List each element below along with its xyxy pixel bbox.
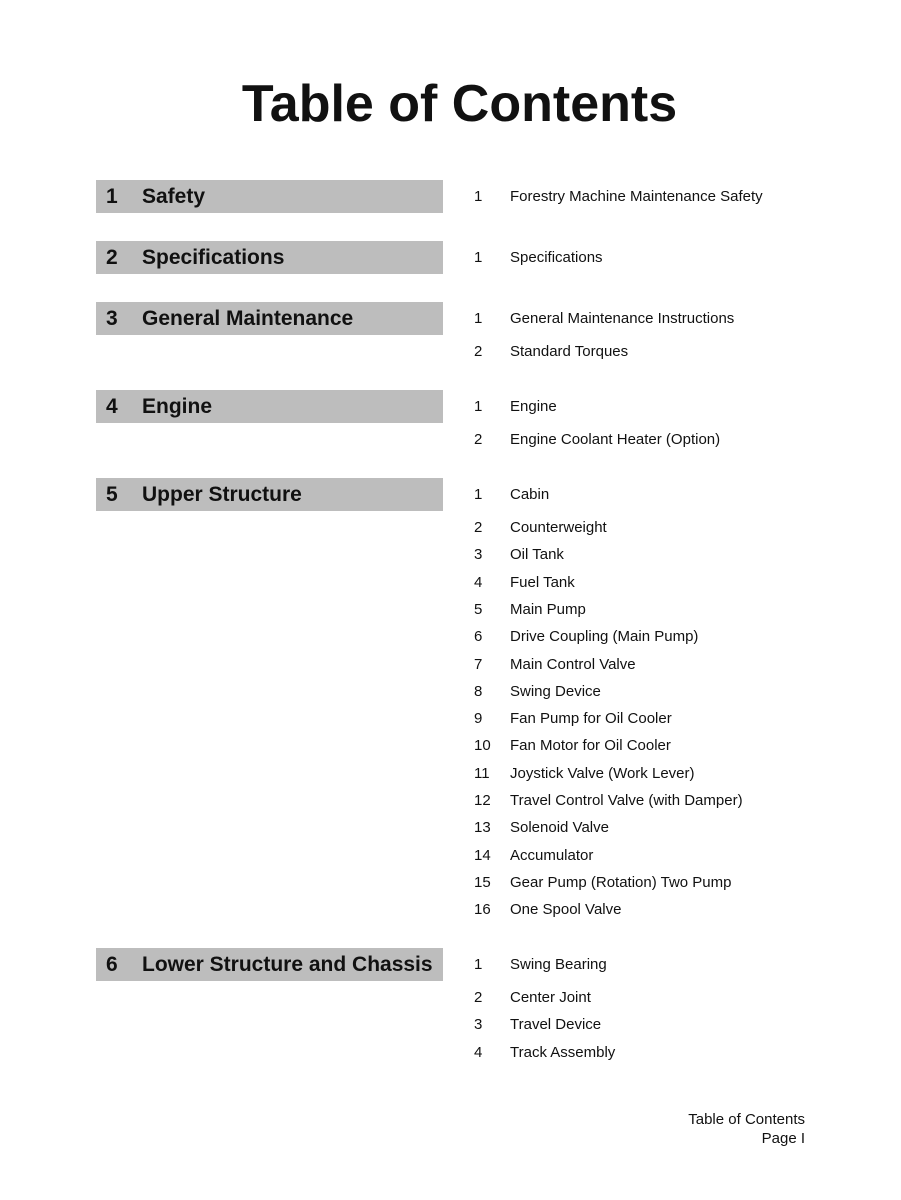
- entry-label: Gear Pump (Rotation) Two Pump: [510, 873, 732, 891]
- entry-number: 3: [474, 1016, 483, 1034]
- entry-number: 2: [474, 431, 483, 448]
- entry-number: 1: [474, 188, 483, 205]
- entry-label: Main Pump: [510, 600, 586, 618]
- entry-number: 13: [474, 819, 491, 837]
- entry-number: 4: [474, 573, 483, 591]
- entry-label: One Spool Valve: [510, 901, 622, 919]
- entry-label: Accumulator: [510, 846, 594, 864]
- entry-label: Standard Torques: [510, 343, 629, 360]
- entry-number: 1: [474, 310, 483, 327]
- section-title: Safety: [142, 184, 206, 208]
- section-heading[interactable]: [96, 180, 443, 213]
- entry-label: Swing Bearing: [510, 956, 607, 973]
- entry-number: 7: [474, 655, 483, 673]
- page-footer: [688, 1110, 805, 1148]
- section-number: 4: [106, 394, 118, 418]
- entry-label: Counterweight: [510, 519, 607, 536]
- entry-label: Engine Coolant Heater (Option): [510, 431, 721, 448]
- page-title: Table of Contents: [241, 75, 678, 133]
- entry-label: Engine: [510, 398, 557, 415]
- entry-number: 3: [474, 546, 483, 564]
- section-title: Specifications: [142, 245, 285, 269]
- entry-label: Swing Device: [510, 682, 601, 700]
- entry-label: Solenoid Valve: [510, 819, 609, 837]
- section-heading[interactable]: [96, 478, 443, 511]
- entry-number: 2: [474, 343, 483, 360]
- entry-number: 2: [474, 519, 483, 536]
- section-heading[interactable]: [96, 390, 443, 423]
- entry-label: Joystick Valve (Work Lever): [510, 764, 695, 782]
- entry-label: Fan Motor for Oil Cooler: [510, 737, 671, 755]
- entry-label: Travel Device: [510, 1016, 602, 1034]
- section-heading[interactable]: [96, 241, 443, 274]
- section-number: 6: [106, 952, 118, 976]
- section-title: Upper Structure: [142, 482, 302, 506]
- entry-number: 11: [474, 764, 490, 782]
- entry-label: Travel Control Valve (with Damper): [510, 792, 743, 809]
- entry-number: 12: [474, 792, 491, 809]
- entry-number: 5: [474, 600, 483, 618]
- entry-label: Drive Coupling (Main Pump): [510, 628, 699, 646]
- entry-number: 4: [474, 1043, 483, 1061]
- entry-number: 1: [474, 398, 483, 415]
- entry-number: 15: [474, 873, 491, 891]
- entry-label: Track Assembly: [510, 1043, 616, 1061]
- entry-number: 1: [474, 956, 483, 973]
- section-number: 2: [106, 245, 118, 269]
- section-number: 5: [106, 482, 118, 506]
- entry-number: 8: [474, 682, 483, 700]
- section-heading[interactable]: [96, 302, 443, 335]
- footer-doc-title: Table of Contents: [688, 1111, 805, 1128]
- section-title: General Maintenance: [142, 306, 354, 330]
- section-title: Engine: [142, 394, 213, 418]
- entry-number: 6: [474, 628, 483, 646]
- entry-number: 16: [474, 901, 491, 919]
- entry-number: 9: [474, 710, 483, 728]
- entry-label: Cabin: [510, 486, 550, 503]
- entry-label: Oil Tank: [510, 546, 564, 564]
- section-number: 1: [106, 184, 118, 208]
- entry-number: 1: [474, 249, 483, 266]
- section-heading[interactable]: [96, 948, 443, 981]
- entry-number: 10: [474, 737, 491, 755]
- entry-label: Center Joint: [510, 989, 591, 1006]
- entry-label: Specifications: [510, 249, 603, 266]
- entry-number: 14: [474, 846, 491, 864]
- entry-label: Fan Pump for Oil Cooler: [510, 710, 672, 728]
- footer-page-number: Page I: [761, 1130, 805, 1147]
- entry-number: 2: [474, 989, 483, 1006]
- entry-label: Fuel Tank: [510, 573, 575, 591]
- entry-label: Forestry Machine Maintenance Safety: [510, 188, 763, 205]
- entry-label: Main Control Valve: [510, 655, 636, 673]
- section-title: Lower Structure and Chassis: [142, 952, 433, 976]
- section-number: 3: [106, 306, 118, 330]
- entry-number: 1: [474, 486, 483, 503]
- entry-label: General Maintenance Instructions: [510, 310, 735, 327]
